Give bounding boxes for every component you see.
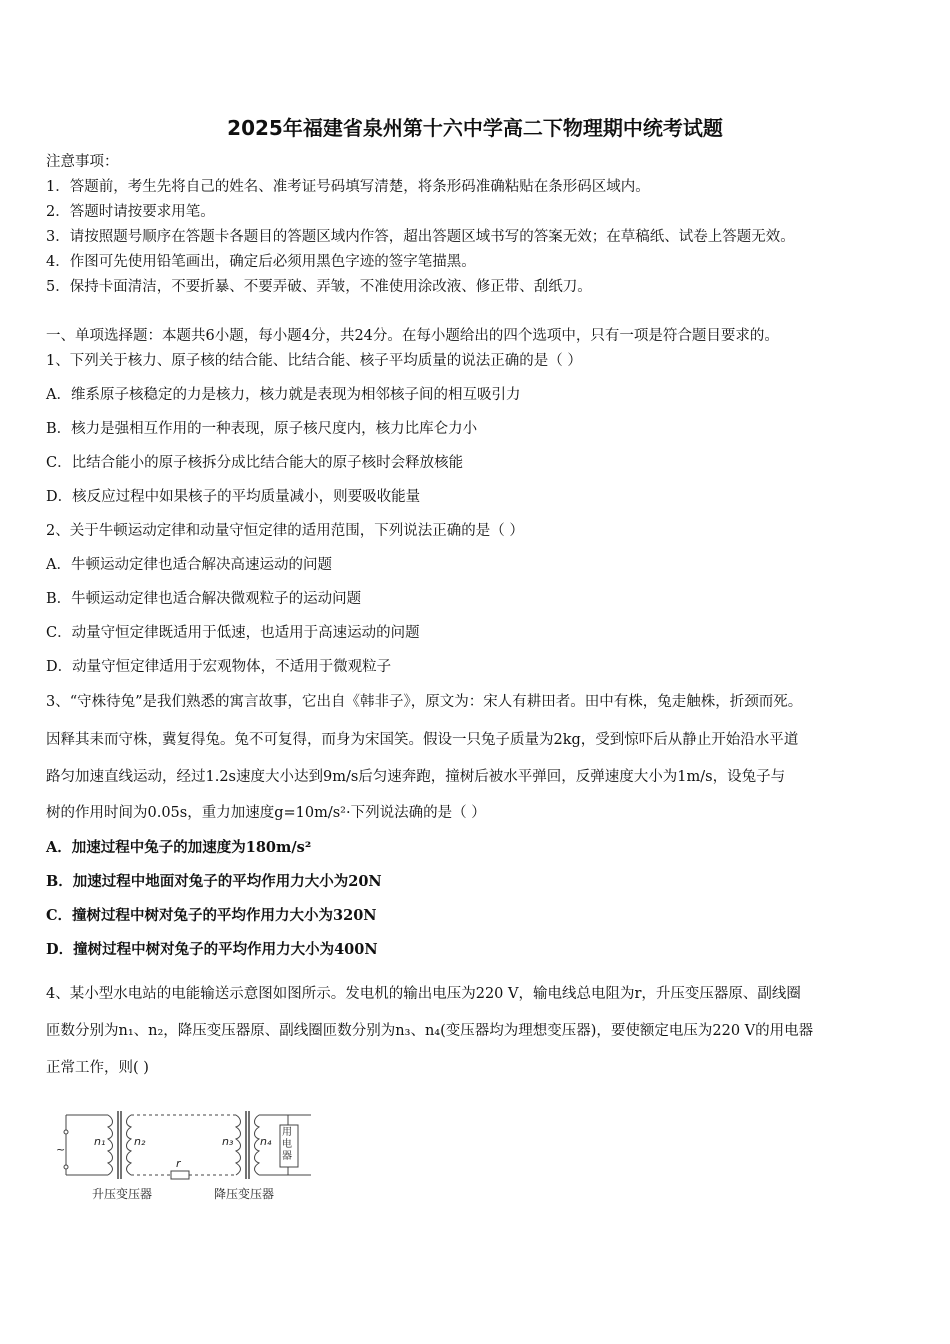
- q1-option-a: A．维系原子核稳定的力是核力，核力就是表现为相邻核子间的相互吸引力: [46, 387, 521, 403]
- q4-line-1: 4、某小型水电站的电能输送示意图如图所示。发电机的输出电压为220 V，输电线总电阻为r，升压变压器原、副线圈: [46, 986, 801, 1002]
- q2-option-d: D．动量守恒定律适用于宏观物体，不适用于微观粒子: [46, 659, 392, 675]
- q3-line-4: 树的作用时间为0.05s，重力加速度g=10m/s²·下列说法确的是（ ）: [46, 805, 486, 821]
- q3-option-d: D．撞树过程中树对兔子的平均作用力大小为400N: [46, 941, 378, 958]
- notice-item-1: 1．答题前，考生先将自己的姓名、准考证号码填写清楚，将条形码准确粘贴在条形码区域内。: [46, 179, 650, 195]
- q3-option-b: B．加速过程中地面对兔子的平均作用力大小为20N: [46, 873, 382, 890]
- notice-item-3: 3．请按照题号顺序在答题卡各题目的答题区域内作答，超出答题区域书写的答案无效；在草稿纸、试卷上答题无效。: [46, 229, 795, 245]
- section-heading: 一、单项选择题：本题共6小题，每小题4分，共24分。在每小题给出的四个选项中，只有一项是符合题目要求的。: [46, 328, 779, 344]
- step-up-label: 升压变压器: [92, 1187, 153, 1201]
- notice-item-2: 2．答题时请按要求用笔。: [46, 204, 215, 220]
- notice-heading: 注意事项：: [46, 154, 119, 170]
- load-label: 用电器: [282, 1127, 292, 1162]
- r-label: r: [176, 1157, 181, 1170]
- q2-stem: 2、关于牛顿运动定律和动量守恒定律的适用范围，下列说法正确的是（ ）: [46, 523, 524, 539]
- q3-line-2: 因释其耒而守株，冀复得兔。兔不可复得，而身为宋国笑。假设一只兔子质量为2kg，受到惊吓后从静止开始沿水平道: [46, 732, 799, 748]
- q3-line-3: 路匀加速直线运动，经过1.2s速度大小达到9m/s后匀速奔跑，撞树后被水平弹回，反弹速度大小为1m/s，设兔子与: [46, 769, 786, 785]
- power-transmission-diagram: [56, 1105, 326, 1205]
- q1-option-b: B．核力是强相互作用的一种表现，原子核尺度内，核力比库仑力小: [46, 421, 478, 437]
- q4-line-3: 正常工作，则( ): [46, 1060, 149, 1076]
- q2-option-b: B．牛顿运动定律也适合解决微观粒子的运动问题: [46, 591, 362, 607]
- q3-line-1: 3、“守株待兔”是我们熟悉的寓言故事，它出自《韩非子》，原文为：宋人有耕田者。田中有株，兔走触株，折颈而死。: [46, 694, 803, 710]
- notice-item-5: 5．保持卡面清洁，不要折暴、不要弄破、弄皱，不准使用涂改液、修正带、刮纸刀。: [46, 279, 592, 295]
- q2-option-c: C．动量守恒定律既适用于低速，也适用于高速运动的问题: [46, 625, 420, 641]
- q3-option-c: C．撞树过程中树对兔子的平均作用力大小为320N: [46, 907, 377, 924]
- page-title: 2025年福建省泉州第十六中学高二下物理期中统考试题: [227, 116, 723, 140]
- step-down-label: 降压变压器: [214, 1187, 275, 1201]
- n2-label: n₂: [134, 1135, 146, 1148]
- q3-option-a: A．加速过程中兔子的加速度为180m/s²: [46, 839, 312, 856]
- q1-stem: 1、下列关于核力、原子核的结合能、比结合能、核子平均质量的说法正确的是（ ）: [46, 353, 582, 369]
- ac-source-label: ~: [56, 1143, 66, 1156]
- n4-label: n₄: [260, 1135, 272, 1148]
- n3-label: n₃: [222, 1135, 234, 1148]
- q1-option-c: C．比结合能小的原子核拆分成比结合能大的原子核时会释放核能: [46, 455, 464, 471]
- q1-option-d: D．核反应过程中如果核子的平均质量减小，则要吸收能量: [46, 489, 421, 505]
- notice-item-4: 4．作图可先使用铅笔画出，确定后必须用黑色字迹的签字笔描黑。: [46, 254, 476, 270]
- q4-line-2: 匝数分别为n₁、n₂，降压变压器原、副线圈匝数分别为n₃、n₄(变压器均为理想变压器)，要使额定电压为220 V的用电器: [46, 1023, 814, 1039]
- q2-option-a: A．牛顿运动定律也适合解决高速运动的问题: [46, 557, 332, 573]
- n1-label: n₁: [94, 1135, 106, 1148]
